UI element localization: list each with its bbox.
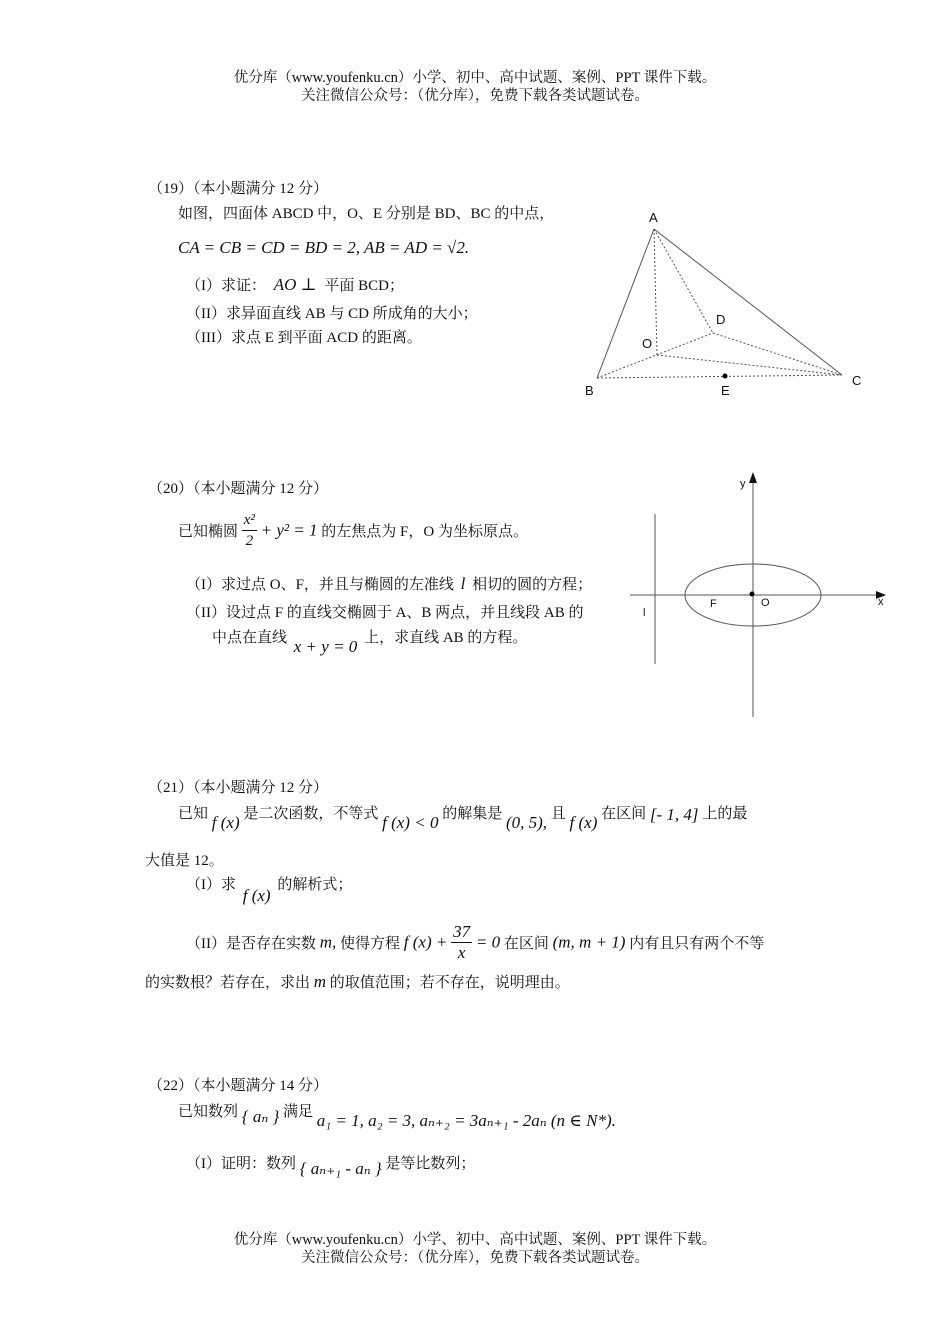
edge-bd — [597, 333, 713, 378]
q21-p2-l2-a: 的实数根？若存在，求出 — [145, 975, 311, 991]
q20-part1-suffix: 相切的圆的方程； — [472, 577, 593, 593]
footer-line-2: 关注微信公众号：（优分库），免费下载各类试题试卷。 — [301, 1250, 649, 1266]
q21-line2: 大值是 12。 — [145, 853, 224, 869]
label-a: A — [649, 210, 658, 225]
y-axis-arrow-icon — [749, 472, 757, 483]
segment-ao — [654, 229, 657, 355]
q22-part1-math: { aₙ₊₁ - aₙ } — [299, 1159, 382, 1178]
q21-title: （21）（本小题满分 12 分） — [148, 780, 329, 796]
label-b: B — [585, 383, 594, 398]
edge-ab — [597, 229, 654, 378]
edge-ac — [654, 229, 842, 375]
q21-l1-m2: f (x) < 0 — [382, 813, 439, 832]
q20-frac-num: x² — [242, 510, 257, 531]
q21-part1 — [186, 873, 353, 905]
q21-frac-num: 37 — [453, 922, 471, 941]
q21-part2-line1 — [186, 922, 764, 963]
q21-l1-a: 已知 — [178, 806, 209, 822]
q19-formula: CA = CB = CD = BD = 2, AB = AD = √2. — [178, 238, 470, 257]
label-f: F — [710, 598, 717, 610]
q21-p2-l2-m: m — [313, 972, 327, 991]
q21-l1-b: 是二次函数，不等式 — [243, 806, 379, 822]
q21-frac-den: x — [457, 943, 466, 962]
q22-l1-m1: { aₙ } — [241, 1107, 280, 1126]
edge-cd — [713, 333, 842, 375]
header-line-2: 关注微信公众号：（优分库），免费下载各类试题试卷。 — [301, 88, 649, 104]
header-line-1: 优分库（www.youfenku.cn）小学、初中、高中试题、案例、PPT 课件下载。 — [233, 70, 717, 86]
q21-l1-d: 且 — [550, 806, 566, 822]
q22-l1-m2: a₁ = 1, a₂ = 3, aₙ₊₂ = 3aₙ₊₁ - 2aₙ (n ∈ N*). — [316, 1111, 616, 1130]
q20-part2-math: x + y = 0 — [293, 637, 358, 656]
q21-l1-e: 在区间 — [601, 806, 647, 822]
q20-part2-line1: （II）设过点 F 的直线交椭圆于 A、B 两点，并且线段 AB 的 — [186, 605, 584, 621]
q21-p2-l2-b: 的取值范围；若不存在，说明理由。 — [329, 975, 570, 991]
q22-l1-b: 满足 — [283, 1104, 314, 1120]
q19-part2: （II）求异面直线 AB 与 CD 所成角的大小； — [186, 306, 478, 322]
q20-intro-prefix: 已知椭圆 — [178, 524, 239, 540]
q20-intro — [178, 510, 528, 551]
q20-ellipse-figure — [625, 470, 895, 720]
q20-intro-suffix: 的左焦点为 F，O 为坐标原点。 — [321, 524, 528, 540]
q21-l1-m1: f (x) — [211, 813, 240, 832]
q22-line1 — [178, 1100, 616, 1130]
q20-title: （20）（本小题满分 12 分） — [148, 481, 329, 497]
label-y: y — [740, 478, 746, 490]
q21-l1-m4: f (x) — [569, 813, 598, 832]
q20-part2-prefix: 中点在直线 — [212, 630, 288, 646]
q22-part1 — [186, 1152, 476, 1178]
q20-part1-math: l — [460, 574, 466, 593]
q19-part1-suffix: 平面 BCD； — [324, 278, 404, 294]
origin-point — [750, 592, 755, 597]
q21-p2-a: （II）是否存在实数 — [186, 936, 316, 952]
q20-part2-suffix: 上，求直线 AB 的方程。 — [364, 630, 528, 646]
q19-part1-math: AO ⊥ — [273, 275, 317, 294]
q21-fraction — [451, 922, 472, 963]
q20-intro-math: + y² = 1 — [260, 520, 318, 540]
q21-part1-math: f (x) — [242, 886, 271, 905]
q19-part1 — [186, 274, 404, 295]
footer-line-1: 优分库（www.youfenku.cn）小学、初中、高中试题、案例、PPT 课件下载。 — [233, 1232, 717, 1248]
label-e: E — [721, 383, 730, 398]
q21-p2-b: 使得方程 — [340, 936, 401, 952]
label-c: C — [852, 373, 862, 388]
q22-part1-prefix: （I）证明：数列 — [186, 1156, 296, 1172]
q21-part2-line2 — [145, 971, 570, 992]
label-o: O — [761, 597, 770, 609]
edge-ad — [654, 229, 713, 333]
q19-tetrahedron-figure — [570, 205, 870, 405]
q21-p2-m2: f (x) + — [403, 932, 448, 952]
q21-part1-prefix: （I）求 — [186, 877, 236, 893]
q21-p2-m3: = 0 — [475, 932, 501, 952]
label-d: D — [716, 312, 726, 327]
q20-frac-den: 2 — [245, 533, 254, 549]
q22-title: （22）（本小题满分 14 分） — [148, 1078, 329, 1094]
q21-l1-m3: (0, 5), — [505, 813, 548, 832]
q19-title: （19）（本小题满分 12 分） — [148, 181, 329, 197]
q19-part3: （III）求点 E 到平面 ACD 的距离。 — [186, 330, 422, 346]
q19-part1-prefix: （I）求证： — [186, 278, 266, 294]
label-x: x — [878, 596, 884, 608]
q21-p2-d: 内有且只有两个不等 — [629, 936, 765, 952]
segment-oc — [657, 355, 842, 375]
q19-intro: 如图，四面体 ABCD 中，O、E 分别是 BD、BC 的中点， — [178, 206, 555, 222]
q21-line1 — [178, 802, 748, 832]
q21-p2-m1: m, — [319, 932, 337, 952]
label-o: O — [642, 336, 653, 351]
point-e — [723, 374, 728, 379]
q21-part1-suffix: 的解析式； — [277, 877, 353, 893]
edge-bc — [597, 375, 842, 378]
q20-part1 — [186, 573, 592, 594]
q20-ellipse-fraction — [242, 510, 257, 551]
q21-p2-c: 在区间 — [503, 936, 549, 952]
q22-l1-a: 已知数列 — [178, 1104, 239, 1120]
q21-p2-m4: (m, m + 1) — [552, 932, 626, 952]
q21-l1-c: 的解集是 — [442, 806, 503, 822]
q20-part1-prefix: （I）求过点 O、F，并且与椭圆的左准线 — [186, 577, 454, 593]
label-l: l — [643, 607, 646, 619]
q21-l1-f: 上的最 — [702, 806, 748, 822]
q21-l1-m5: [- 1, 4] — [649, 805, 699, 824]
q22-part1-suffix: 是等比数列； — [385, 1156, 476, 1172]
q20-part2-line2 — [212, 626, 528, 656]
